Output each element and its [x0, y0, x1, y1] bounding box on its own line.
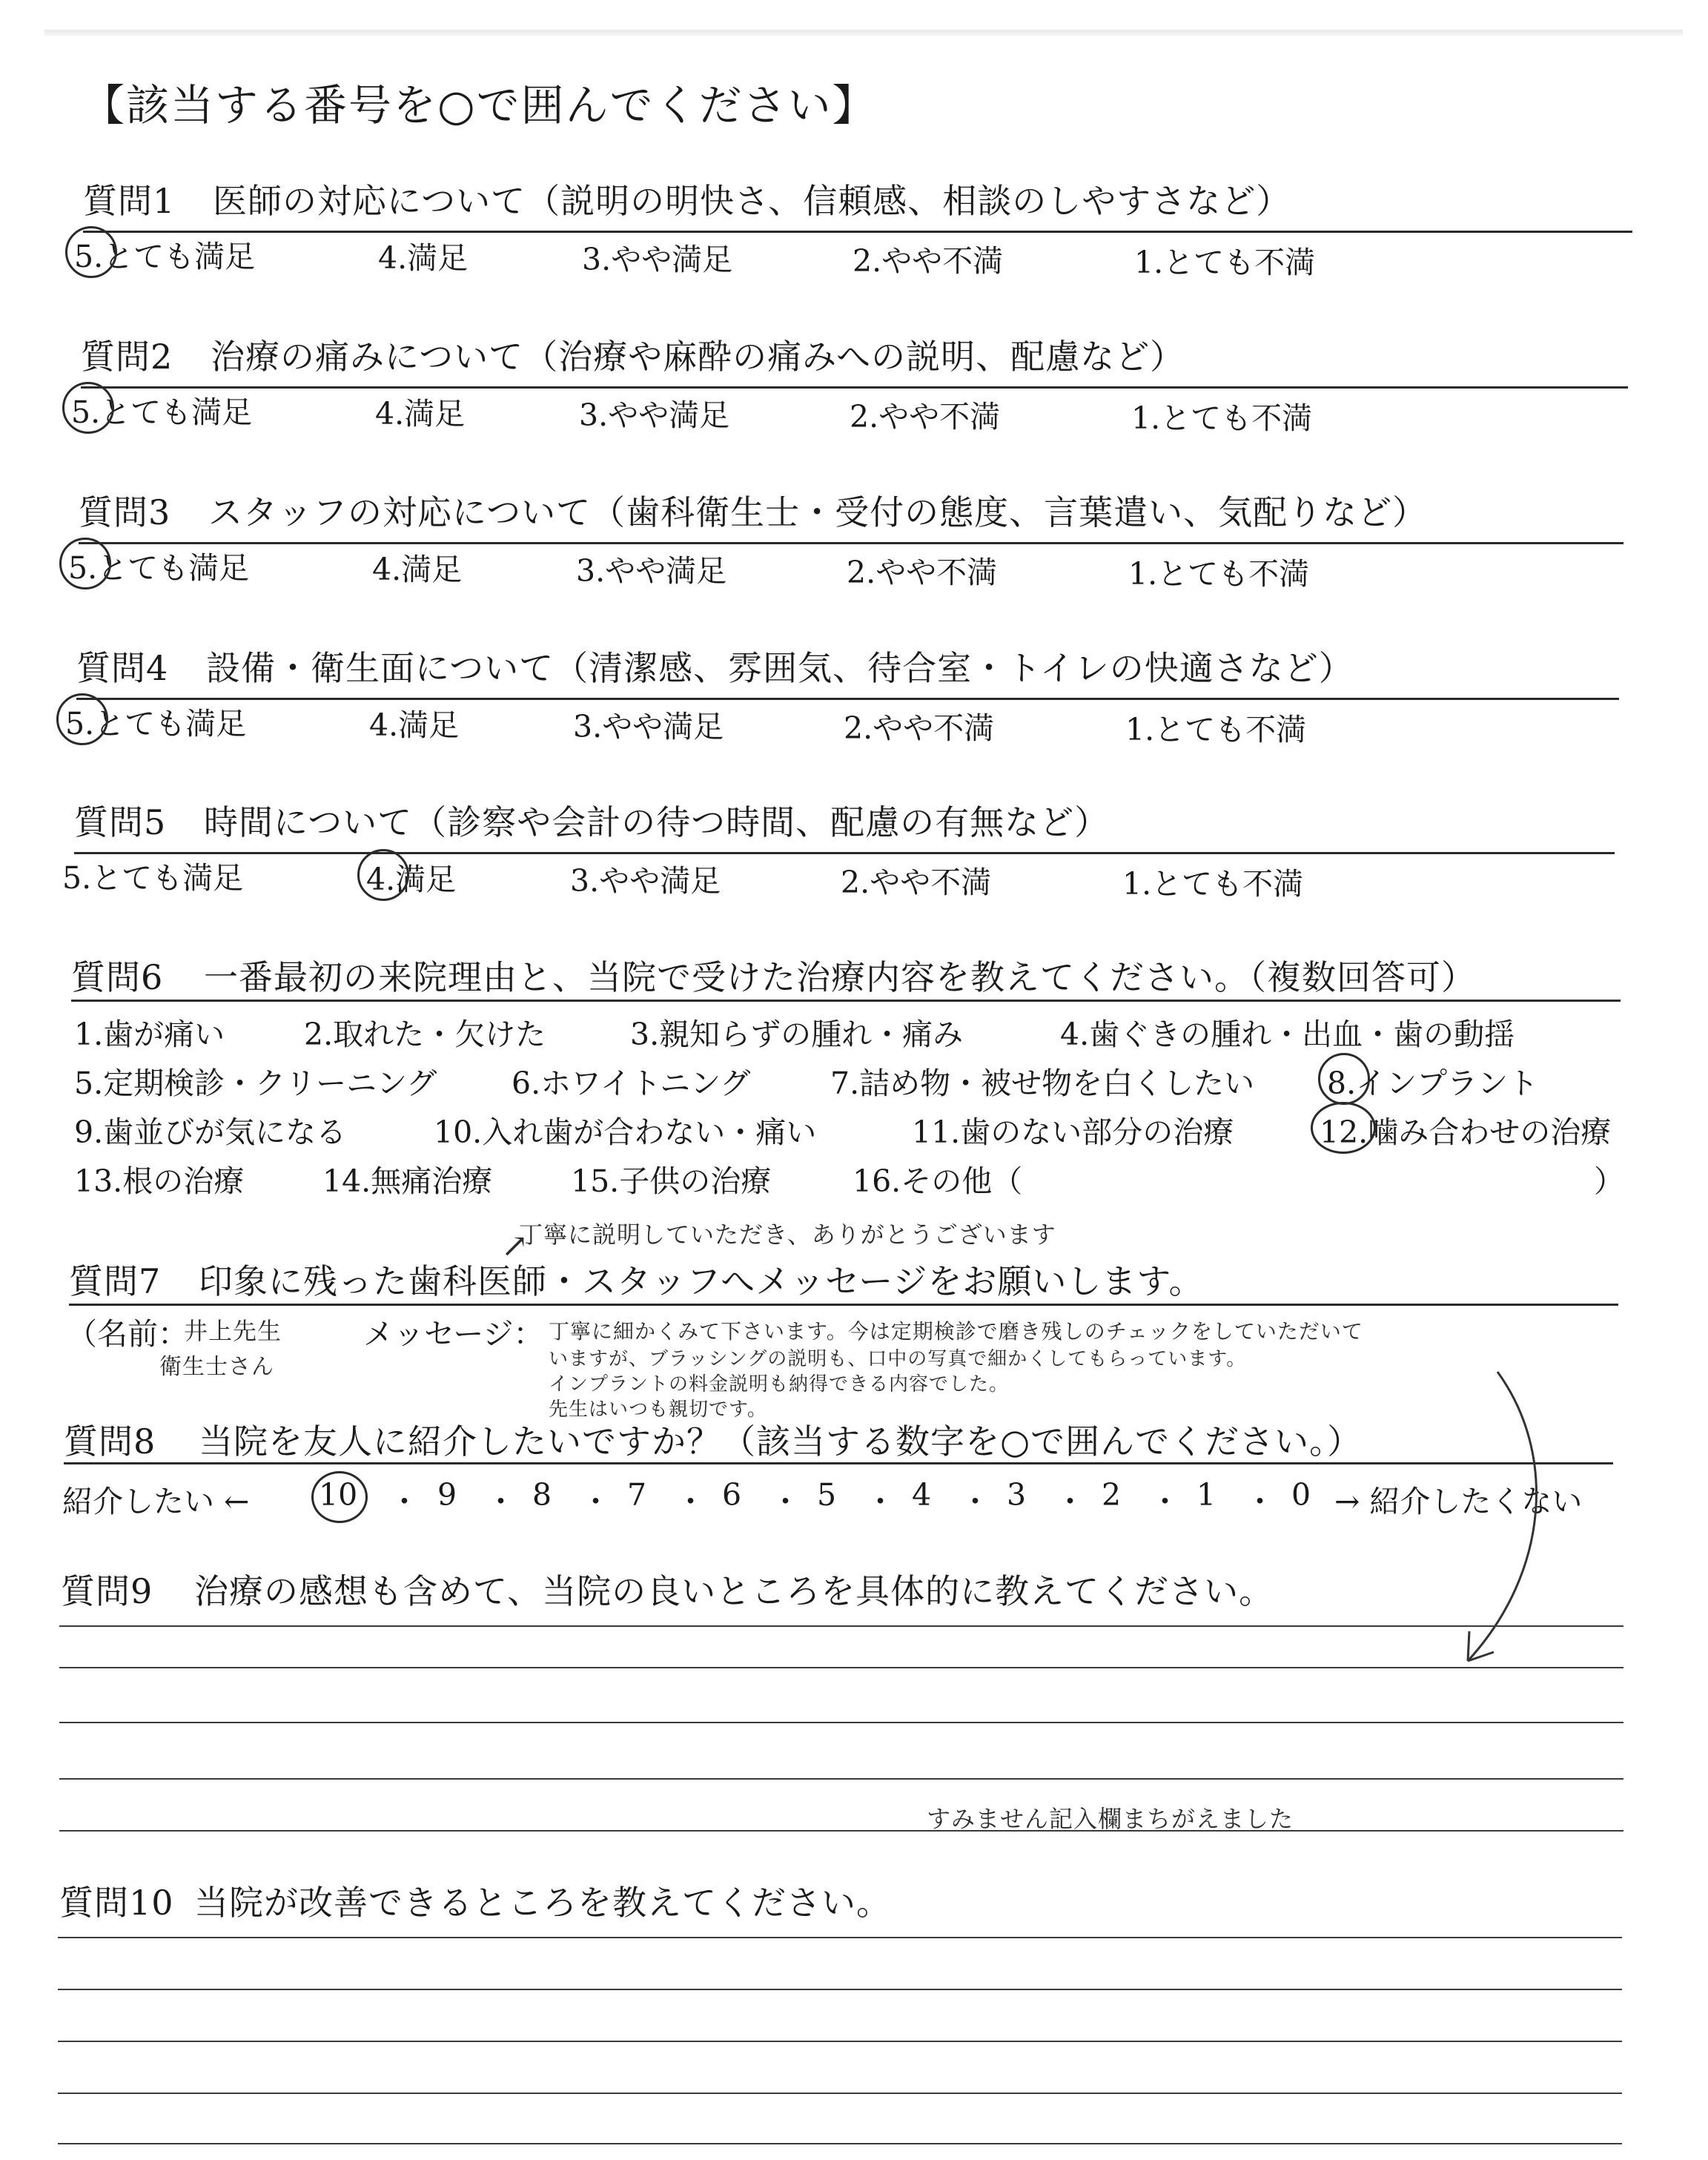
q6-rule: [71, 1000, 1621, 1002]
insert-arrow-icon: ↗: [501, 1227, 529, 1265]
q8-scale-value: 2: [1102, 1477, 1122, 1513]
q9-line: [59, 1667, 1623, 1668]
q7-name-line2: 衛生士さん: [159, 1354, 274, 1380]
q5-option: 5.とても満足: [62, 860, 244, 896]
q1-option: 4.満足: [378, 240, 469, 276]
q8-scale-dot: ・: [865, 1484, 896, 1519]
q10-text: 当院が改善できるところを教えてください。: [194, 1883, 891, 1923]
q10-line: [58, 1989, 1622, 1990]
q6-selected-circle: [1311, 1102, 1376, 1154]
q9-line: [59, 1830, 1623, 1832]
q9-text: 治療の感想も含めて、当院の良いところを具体的に教えてください。: [194, 1571, 1274, 1611]
q8-scale-value: 10: [319, 1477, 358, 1513]
q5-option: 2.やや不満: [841, 865, 992, 900]
q8-scale-dot: ・: [1055, 1484, 1085, 1519]
q7-text: 印象に残った歯科医師・スタッフへメッセージをお願いします。: [199, 1261, 1204, 1301]
q10-line: [58, 2041, 1622, 2042]
q10-line: [58, 2093, 1622, 2094]
q8-left-label: 紹介したい ←: [62, 1484, 250, 1519]
q2-rule: [81, 386, 1628, 389]
q8-scale-dot: ・: [1150, 1484, 1180, 1519]
q7-name-label: （名前：: [67, 1316, 188, 1352]
q3-label: 質問3: [79, 492, 171, 532]
q8-scale-value: 4: [912, 1477, 932, 1513]
q7-label: 質問7: [69, 1261, 162, 1301]
q5-selected-circle: [357, 849, 409, 901]
q6-label: 質問6: [71, 957, 164, 997]
q5-option: 1.とても不満: [1122, 866, 1304, 902]
q6-text: 一番最初の来院理由と、当院で受けた治療内容を教えてください。（複数回答可）: [204, 957, 1476, 997]
q4-selected-circle: [56, 693, 108, 745]
q8-label: 質問8: [64, 1421, 156, 1462]
scan-edge: [44, 30, 1683, 36]
q5-rule: [74, 852, 1615, 854]
q2-option: 2.やや不満: [850, 399, 1001, 435]
q8-scale-value: 5: [817, 1477, 837, 1513]
q3-rule: [79, 542, 1623, 544]
q1-option: 5.とても満足: [74, 239, 256, 274]
annotation-arrow-icon: [1453, 1364, 1572, 1676]
q8-scale-value: 6: [722, 1477, 742, 1513]
q9-line: [59, 1722, 1623, 1723]
q8-text: 当院を友人に紹介したいですか？（該当する数字を○で囲んでください。）: [199, 1421, 1363, 1462]
q6-option: 6.ホワイトニング: [512, 1066, 751, 1101]
q8-scale-dot: ・: [770, 1484, 801, 1519]
q8-scale-value: 9: [437, 1477, 457, 1513]
q7-msg-line2: いますが、ブラッシングの説明も、口中の写真で細かくしてもらっています。: [549, 1348, 1247, 1370]
q8-scale-dot: ・: [960, 1484, 990, 1519]
q1-selected-circle: [65, 226, 117, 278]
q1-option: 2.やや不満: [853, 243, 1004, 279]
q9-line: [59, 1625, 1623, 1627]
q3-option: 3.やや満足: [576, 553, 727, 589]
q6-option: 13.根の治療: [74, 1163, 245, 1199]
q2-option: 4.満足: [375, 396, 466, 432]
q2-text: 治療の痛みについて（治療や麻酔の痛みへの説明、配慮など）: [211, 337, 1185, 377]
q3-option: 4.満足: [372, 552, 463, 587]
q6-option: 8.インプラント: [1327, 1066, 1539, 1101]
q3-option: 1.とても不満: [1128, 556, 1310, 592]
q9-label: 質問9: [61, 1571, 153, 1611]
q6-option: 14.無痛治療: [322, 1163, 493, 1199]
q2-option: 5.とても満足: [71, 394, 253, 430]
q8-scale-value: 8: [532, 1477, 552, 1513]
q8-scale-dot: ・: [1245, 1484, 1275, 1519]
q2-option: 1.とても不満: [1131, 400, 1313, 436]
q4-option: 2.やや不満: [844, 710, 995, 746]
q7-message-label: メッセージ：: [363, 1316, 544, 1352]
q8-scale-value: 7: [627, 1477, 647, 1513]
q4-option: 1.とても不満: [1125, 712, 1307, 747]
page-title: 【該当する番号を○で囲んでください】: [82, 80, 877, 131]
q10-line: [58, 2143, 1622, 2144]
q7-msg-line1: 丁寧に細かくみて下さいます。今は定期検診で磨き残しのチェックをしていただいて: [549, 1319, 1363, 1344]
q6-option: 10.入れ歯が合わない・痛い: [434, 1114, 817, 1150]
q7-name-line1: 井上先生: [184, 1317, 282, 1345]
q8-scale-value: 3: [1007, 1477, 1027, 1513]
q6-option: 4.歯ぐきの腫れ・出血・歯の動揺: [1060, 1017, 1515, 1052]
q2-selected-circle: [62, 382, 114, 434]
q6-option: 3.親知らずの腫れ・痛み: [630, 1017, 964, 1052]
q8-scale-value: 1: [1196, 1477, 1217, 1513]
q2-label: 質問2: [81, 337, 173, 377]
q1-option: 1.とても不満: [1134, 245, 1316, 280]
q5-label: 質問5: [74, 802, 167, 842]
q8-scale-dot: ・: [486, 1484, 516, 1519]
q4-text: 設備・衛生面について（清潔感、雰囲気、待合室・トイレの快適さなど）: [206, 648, 1354, 688]
q5-option: 4.満足: [366, 862, 457, 897]
q6-option: 15.子供の治療: [571, 1163, 772, 1199]
q1-text: 医師の対応について（説明の明快さ、信頼感、相談のしやすさなど）: [213, 181, 1291, 221]
q8-scale-dot: ・: [389, 1484, 420, 1519]
q1-option: 3.やや満足: [582, 242, 733, 277]
q6-option: 11.歯のない部分の治療: [912, 1114, 1234, 1150]
q6-selected-circle: [1318, 1053, 1370, 1105]
q4-option: 3.やや満足: [573, 709, 724, 744]
q3-text: スタッフの対応について（歯科衛生士・受付の態度、言葉遣い、気配りなど）: [208, 492, 1428, 532]
q9-handwritten-note: すみません記入欄まちがえました: [927, 1805, 1294, 1833]
q4-option: 5.とても満足: [65, 706, 247, 742]
q8-right-label: → 紹介したくない: [1334, 1484, 1583, 1519]
q3-option: 2.やや不満: [847, 555, 998, 590]
q1-label: 質問1: [83, 181, 176, 221]
q6-option: 1.歯が痛い: [74, 1017, 225, 1052]
q2-option: 3.やや満足: [579, 397, 730, 433]
q4-label: 質問4: [76, 648, 169, 688]
q6-option: 7.詰め物・被せ物を白くしたい: [830, 1066, 1255, 1101]
q6-option: 9.歯並びが気になる: [74, 1114, 347, 1150]
q6-option: ）: [1594, 1163, 1624, 1199]
q6-option: 16.その他（: [853, 1163, 1023, 1199]
q7-msg-line3: インプラントの料金説明も納得できる内容でした。: [549, 1373, 1010, 1396]
q4-rule: [76, 698, 1619, 700]
q3-selected-circle: [59, 538, 111, 589]
q6-option: 2.取れた・欠けた: [304, 1017, 546, 1052]
q7-msg-line4: 先生はいつも親切です。: [549, 1398, 767, 1421]
q9-line: [59, 1778, 1623, 1780]
q8-scale-dot: ・: [580, 1484, 611, 1519]
q5-option: 3.やや満足: [570, 863, 721, 899]
q6-option: 12.噛み合わせの治療: [1320, 1114, 1612, 1150]
q10-label: 質問10: [59, 1883, 174, 1923]
q8-rule: [64, 1462, 1613, 1464]
q4-option: 4.満足: [369, 707, 460, 743]
q1-rule: [83, 231, 1632, 233]
q8-selected-circle: [311, 1471, 368, 1523]
q3-option: 5.とても満足: [68, 550, 250, 586]
q8-scale-value: 0: [1291, 1477, 1311, 1513]
q7-insert-note: 丁寧に説明していただき、ありがとうございます: [519, 1221, 1056, 1249]
q10-line: [58, 1937, 1622, 1938]
q6-option: 5.定期検診・クリーニング: [74, 1066, 437, 1101]
q5-text: 時間について（診察や会計の待つ時間、配慮の有無など）: [204, 802, 1110, 842]
q7-rule: [69, 1304, 1618, 1306]
q8-scale-dot: ・: [675, 1484, 706, 1519]
